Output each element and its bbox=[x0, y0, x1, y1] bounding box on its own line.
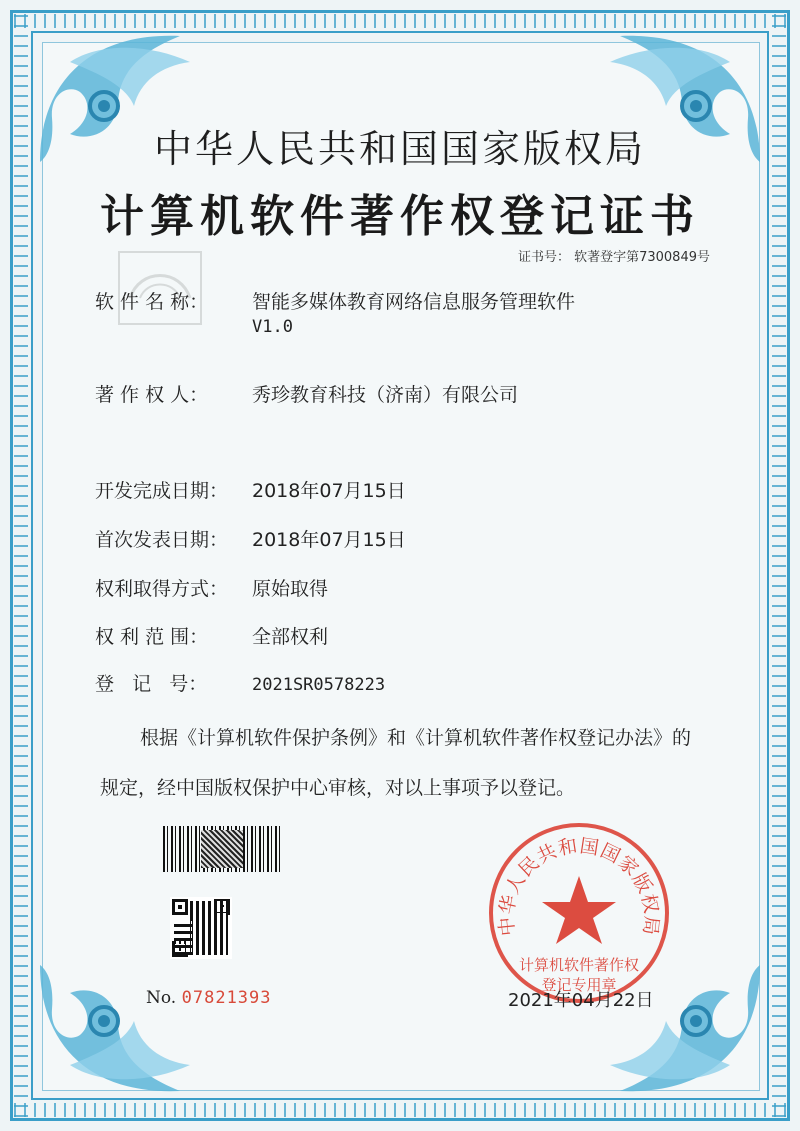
owner-label: 著 作 权 人： bbox=[95, 384, 209, 406]
dev-date-row bbox=[95, 476, 406, 503]
seal-arc-text: 中华人民共和国国家版权局 bbox=[495, 834, 663, 937]
qr-code bbox=[170, 897, 232, 959]
qr-data-modules-2 bbox=[174, 921, 192, 955]
publish-date-label: 首次发表日期： bbox=[95, 529, 229, 551]
scope-value: 全部权利 bbox=[252, 626, 329, 648]
software-name-value: 智能多媒体教育网络信息服务管理软件 bbox=[252, 291, 576, 313]
seal-line-2: 登记专用章 bbox=[541, 976, 617, 994]
acquire-row bbox=[95, 574, 328, 601]
barcode bbox=[163, 826, 281, 872]
software-version: V1.0 bbox=[252, 317, 293, 337]
reg-no-row bbox=[95, 669, 385, 696]
certificate-title: 计算机软件著作权登记证书 bbox=[100, 191, 700, 242]
statement-line-1: 根据《计算机软件保护条例》和《计算机软件著作权登记办法》的 bbox=[140, 727, 692, 749]
qr-data-modules bbox=[190, 901, 228, 955]
publish-date-value: 2018年07月15日 bbox=[252, 529, 406, 551]
owner-value: 秀珍教育科技（济南）有限公司 bbox=[252, 384, 519, 406]
serial-number bbox=[146, 988, 272, 1008]
barcode-pattern bbox=[201, 830, 243, 868]
dev-date-value: 2018年07月15日 bbox=[252, 480, 406, 502]
border-pattern-bottom bbox=[14, 1103, 786, 1117]
serial-prefix: No. bbox=[146, 988, 177, 1008]
serial-value: 07821393 bbox=[181, 988, 272, 1008]
scope-label: 权 利 范 围： bbox=[95, 626, 209, 648]
reg-no-value: 2021SR0578223 bbox=[252, 675, 386, 695]
authority-title: 中华人民共和国国家版权局 bbox=[153, 127, 646, 171]
statement-line-2: 规定，经中国版权保护中心审核，对以上事项予以登记。 bbox=[100, 777, 576, 799]
seal-line-1: 计算机软件著作权 bbox=[518, 956, 640, 974]
software-name-row bbox=[95, 287, 575, 314]
qr-finder-top-left bbox=[172, 899, 188, 915]
official-seal bbox=[486, 820, 672, 1006]
issue-date: 2021年04月22日 bbox=[508, 990, 654, 1011]
corner-ornament-bottom-left bbox=[30, 955, 220, 1105]
certificate-number: 证书号： 软著登字第7300849号 bbox=[517, 250, 710, 265]
acquire-label: 权利取得方式： bbox=[95, 578, 229, 600]
scope-row bbox=[95, 622, 328, 649]
publish-date-row bbox=[95, 525, 406, 552]
owner-row bbox=[95, 380, 518, 407]
reg-no-label: 登 记 号： bbox=[95, 673, 208, 695]
star-icon bbox=[542, 876, 616, 944]
software-name-label: 软 件 名 称： bbox=[95, 291, 209, 313]
acquire-value: 原始取得 bbox=[252, 578, 329, 600]
dev-date-label: 开发完成日期： bbox=[95, 480, 229, 502]
